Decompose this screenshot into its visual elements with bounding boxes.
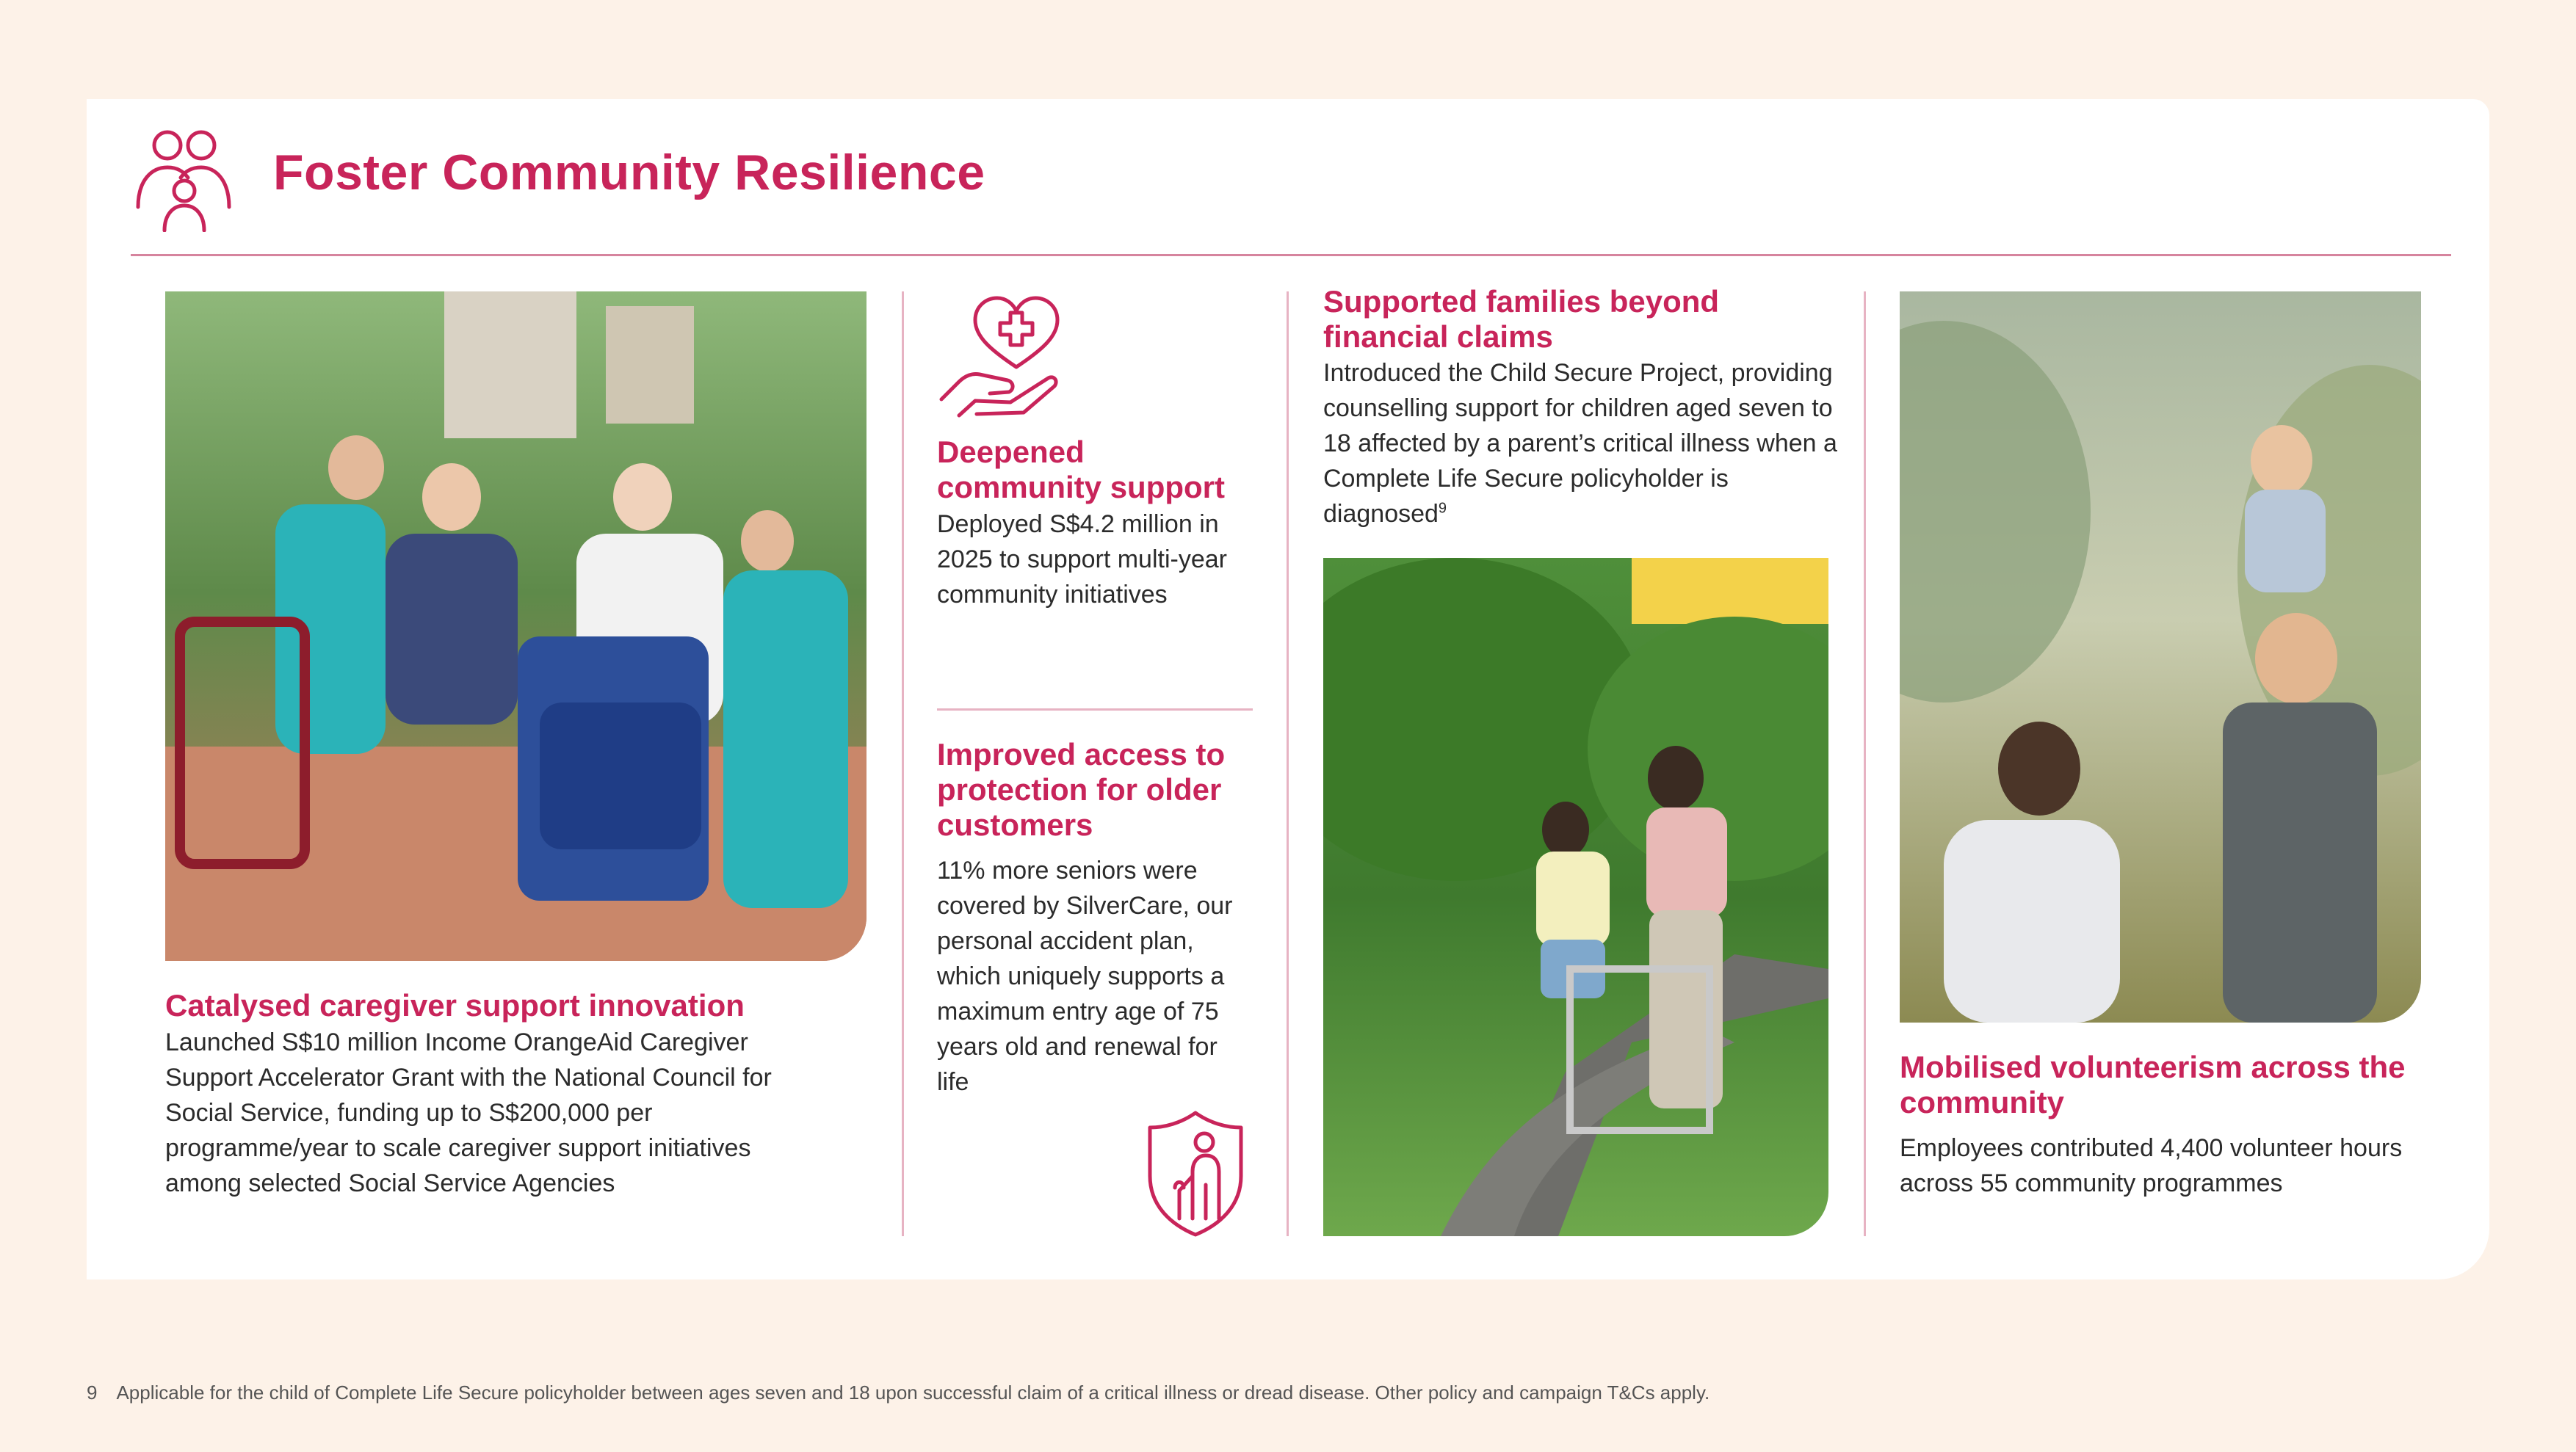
footnote xyxy=(87,1382,1710,1404)
older-customers-body: 11% more seniors were covered by SilverCare, our personal accident plan, which uniquely supports a maximum entry age of 75 years old and renewal for life xyxy=(937,857,1233,1096)
volunteerism-heading: Mobilised volunteerism across the community xyxy=(1900,1050,2406,1119)
caregivers-with-elderly-photo xyxy=(165,291,866,961)
family-icon xyxy=(132,125,235,232)
families-support-body-text: Introduced the Child Secure Project, providing counselling support for children aged seven to 18 affected by a parent’s critical illness when a Complete Life Secure policyholder is diagnosed xyxy=(1323,359,1837,528)
caregiver-support-heading: Catalysed caregiver support innovation xyxy=(165,988,745,1023)
column-divider-2 xyxy=(1287,291,1289,1236)
families-support-heading: Supported families beyond financial claims xyxy=(1323,284,1720,354)
footnote-text: Applicable for the child of Complete Life Secure policyholder between ages seven and 18 upon successful claim of a critical illness or dread disease. Other policy and campaign T&Cs apply. xyxy=(116,1382,1710,1404)
community-support-heading: Deepened community support xyxy=(937,435,1226,504)
family-in-park-photo xyxy=(1900,291,2421,1023)
shield-elderly-icon xyxy=(1146,1108,1245,1238)
caregiver-support-body: Launched S$10 million Income OrangeAid Caregiver Support Accelerator Grant with the National Council for Social Service, funding up to S$200,000 per programme/year to scale caregiver support initiatives among selected Social Service Agencies xyxy=(165,1028,772,1197)
column-divider-1 xyxy=(902,291,904,1236)
column2-divider xyxy=(937,708,1253,711)
footnote-number: 9 xyxy=(87,1382,98,1404)
page-title: Foster Community Resilience xyxy=(273,145,985,200)
heart-cross-hand-icon xyxy=(937,291,1066,420)
families-support-body xyxy=(1323,355,1837,531)
column-divider-3 xyxy=(1864,291,1866,1236)
header-divider xyxy=(131,254,2451,256)
older-customers-heading: Improved access to protection for older customers xyxy=(937,737,1226,842)
community-support-body: Deployed S$4.2 million in 2025 to support multi-year community initiatives xyxy=(937,510,1227,609)
mother-daughter-walking-photo xyxy=(1323,558,1828,1236)
volunteerism-body: Employees contributed 4,400 volunteer hours across 55 community programmes xyxy=(1900,1134,2403,1197)
footnote-reference: 9 xyxy=(1438,500,1447,517)
